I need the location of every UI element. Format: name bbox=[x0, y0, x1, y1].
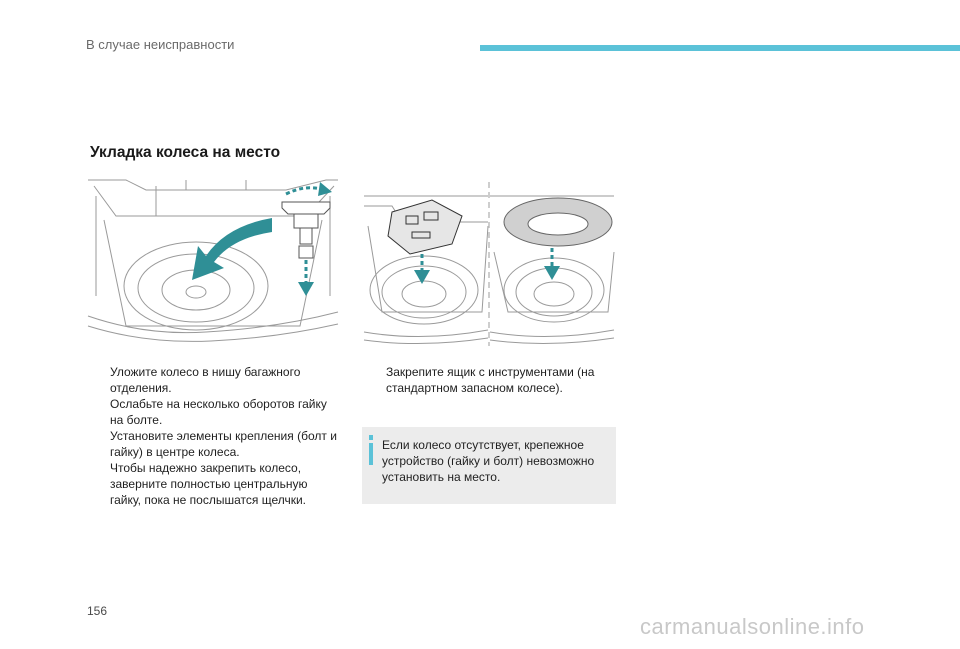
section-title: Укладка колеса на место bbox=[90, 144, 281, 161]
step-text: Уложите колесо в нишу багажного отделения. bbox=[110, 365, 301, 395]
list-item bbox=[90, 364, 340, 396]
note-text: Если колесо отсутствует, крепежное устройство (гайку и болт) невозможно установить на место. bbox=[382, 438, 595, 484]
list-item bbox=[366, 364, 616, 396]
toolbox-illustration bbox=[362, 182, 490, 346]
left-steps-list bbox=[90, 364, 340, 508]
info-icon bbox=[369, 435, 373, 465]
header-accent-bar bbox=[480, 45, 960, 51]
info-note bbox=[362, 427, 616, 504]
page-number: 156 bbox=[87, 604, 108, 618]
list-item bbox=[90, 396, 340, 428]
list-item bbox=[90, 428, 340, 460]
step-text: Закрепите ящик с инструментами (на стандартном запасном колесе). bbox=[386, 365, 595, 395]
spare-wheel-trunk-illustration bbox=[86, 176, 340, 346]
step-text: Ослабьте на несколько оборотов гайку на болте. bbox=[110, 397, 327, 427]
header-title: В случае неисправности bbox=[86, 37, 235, 52]
right-steps-list bbox=[366, 364, 616, 396]
step-text: Установите элементы крепления (болт и гайку) в центре колеса. bbox=[110, 429, 337, 459]
watermark: carmanualsonline.info bbox=[640, 614, 865, 639]
list-item bbox=[90, 460, 340, 508]
step-text: Чтобы надежно закрепить колесо, заверните полностью центральную гайку, пока не послышатся щелчки. bbox=[110, 461, 308, 507]
cover-disc-illustration bbox=[488, 182, 616, 346]
